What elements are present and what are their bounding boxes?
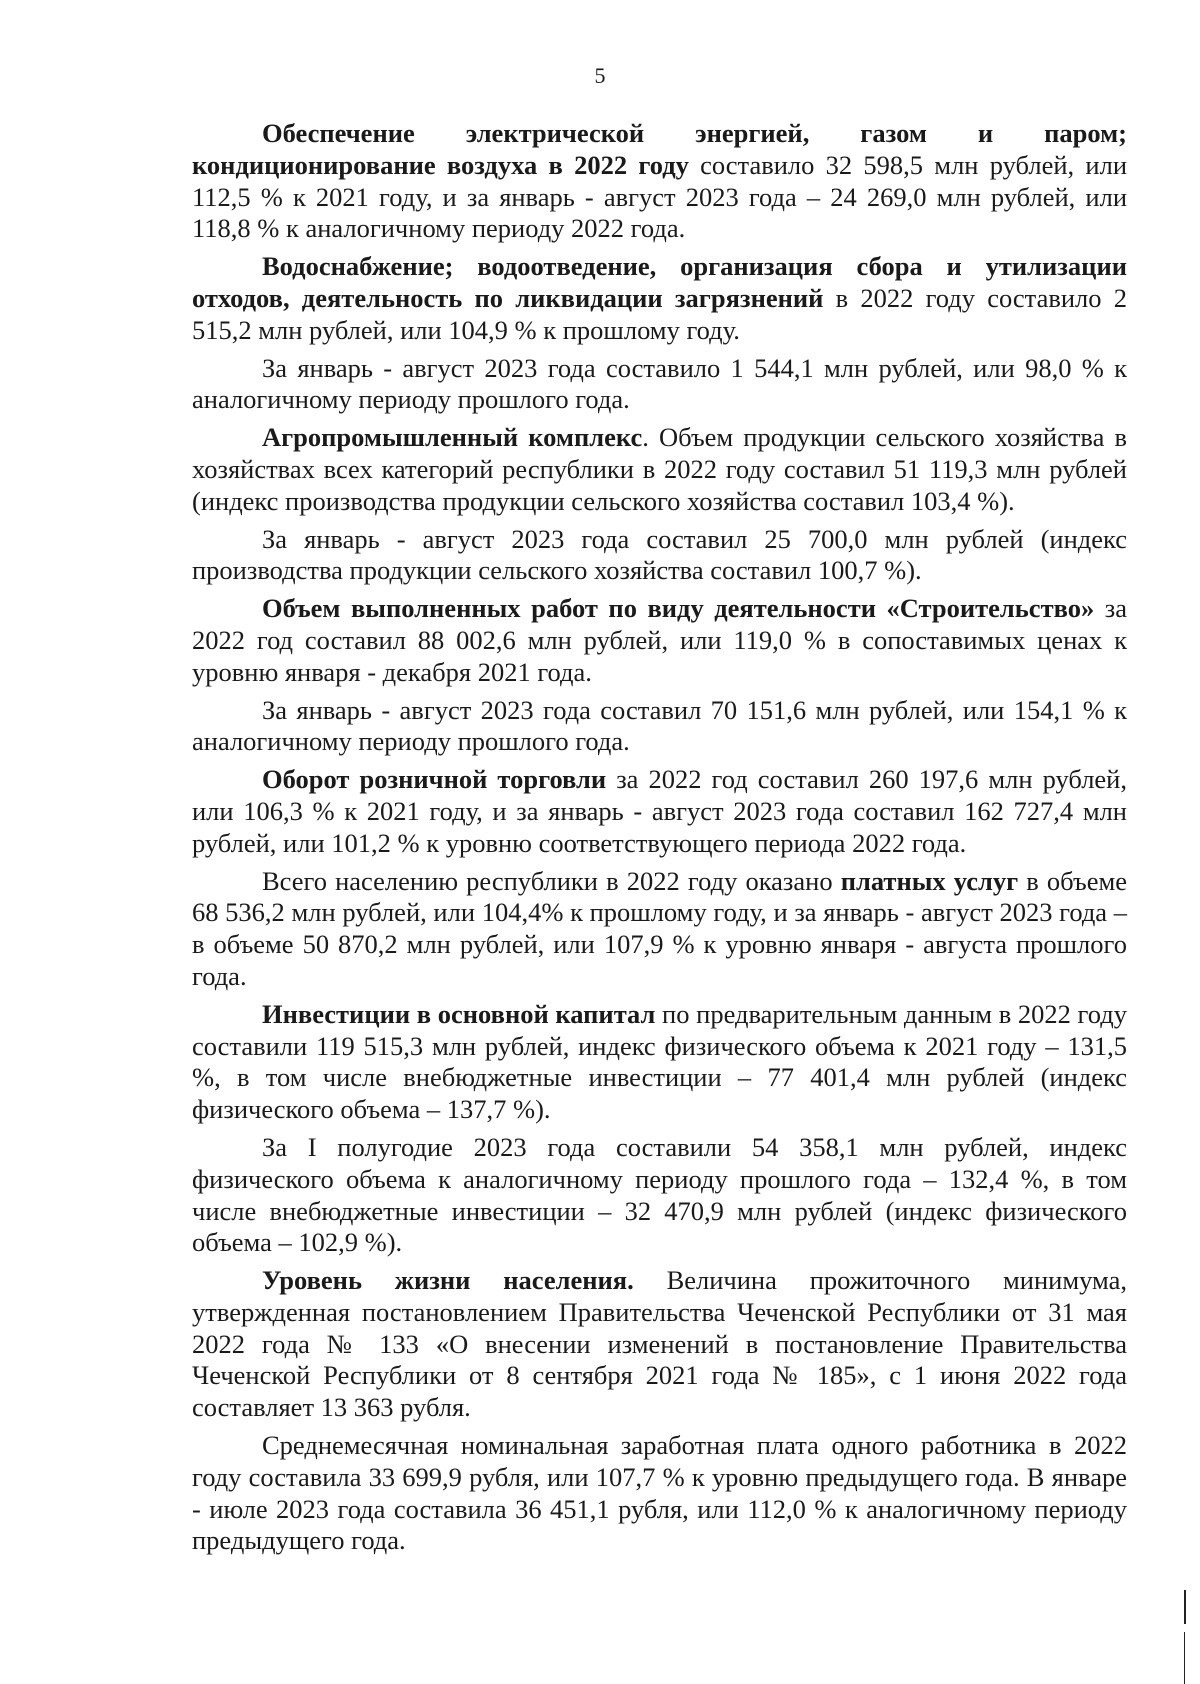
bold-heading-text: Водоснабжение; водоотведение, организация сбора и утилизации отходов, деятельность по ликвидации загрязнений <box>192 251 1127 313</box>
scan-edge-mark <box>1184 1590 1186 1624</box>
body-text: За январь - август 2023 года составил 70 151,6 млн рублей, или 154,1 % к аналогичному периоду прошлого года. <box>192 694 1127 757</box>
paragraph <box>192 764 1127 859</box>
bold-heading-text: Объем выполненных работ по виду деятельности «Строительство» <box>262 593 1095 624</box>
body-text: Всего населению республики в 2022 году оказано <box>262 865 841 896</box>
bold-heading-text: Обеспечение электрической энергией, газом и паром; кондиционирование воздуха в 2022 году <box>192 118 1127 180</box>
paragraph <box>192 999 1127 1126</box>
bold-heading-text: Агропромышленный комплекс <box>262 422 643 453</box>
body-text: составило 32 598,5 млн рублей, или 112,5 % к 2021 году, и за январь - август 2023 года – 24 269,0 млн рублей, или 118,8 % к аналогичному периоду 2022 года. <box>192 149 1127 244</box>
paragraph <box>192 1132 1127 1259</box>
body-text: За январь - август 2023 года составил 25 700,0 млн рублей (индекс производства продукции сельского хозяйства составил 100,7 %). <box>192 523 1127 586</box>
body-text: за 2022 год составил 88 002,6 млн рублей, или 119,0 % в сопоставимых ценах к уровню января - декабря 2021 года. <box>192 593 1128 687</box>
body-text: за 2022 год составил 260 197,6 млн рублей, или 106,3 % к 2021 году, и за январь - август 2023 года составил 162 727,4 млн рублей, или 101,2 % к уровню соответствующего периода 2022 года. <box>192 764 1127 858</box>
bold-heading-text: Оборот розничной торговли <box>262 764 607 795</box>
body-text: Величина прожиточного минимума, утвержденная постановлением Правительства Чеченской Республики от 31 мая 2022 года № 133 «О внесении изменений в постановление Правительства Чеченской Республики от 8 сентября 2021 года № 185», с 1 июня 2022 года составляет 13 363 рубля. <box>192 1265 1127 1423</box>
bold-heading-text: платных услуг <box>840 865 1019 896</box>
paragraph <box>192 422 1127 517</box>
bold-heading-text: Инвестиции в основной капитал <box>262 998 656 1029</box>
paragraph <box>192 118 1127 245</box>
page-number: 5 <box>594 63 606 88</box>
body-text: по предварительным данным в 2022 году составили 119 515,3 млн рублей, индекс физического объема к 2021 году – 131,5 %, в том числе внебюджетные инвестиции – 77 401,4 млн рублей (индекс физического объема – 137,7 %). <box>192 998 1127 1125</box>
paragraph <box>192 866 1127 993</box>
document-body <box>192 118 1127 1557</box>
body-text: в 2022 году составило 2 515,2 млн рублей, или 104,9 % к прошлому году. <box>192 282 1127 345</box>
bold-heading-text: Уровень жизни населения. <box>262 1265 634 1296</box>
paragraph <box>192 1265 1127 1424</box>
body-text: . Объем продукции сельского хозяйства в хозяйствах всех категорий республики в 2022 году составил 51 119,3 млн рублей (индекс производства продукции сельского хозяйства составил 103,4 %). <box>192 422 1127 516</box>
paragraph <box>192 695 1127 759</box>
paragraph <box>192 251 1127 346</box>
body-text: в объеме 68 536,2 млн рублей, или 104,4% к прошлому году, и за январь - август 2023 года – в объеме 50 870,2 млн рублей, или 107,9 % к уровню января - августа прошлого года. <box>192 865 1127 991</box>
body-text: За I полугодие 2023 года составили 54 358,1 млн рублей, индекс физического объема к аналогичному периоду прошлого года – 132,4 %, в том числе внебюджетные инвестиции – 32 470,9 млн рублей (индекс физического объема – 102,9 %). <box>192 1131 1127 1258</box>
paragraph <box>192 353 1127 417</box>
paragraph <box>192 1430 1127 1557</box>
paragraph <box>192 524 1127 588</box>
scan-edge-mark <box>1184 1632 1185 1684</box>
paragraph <box>192 593 1127 688</box>
body-text: Среднемесячная номинальная заработная плата одного работника в 2022 году составила 33 699,9 рубля, или 107,7 % к уровню предыдущего года. В январе - июле 2023 года составила 36 451,1 рубля, или 112,0 % к аналогичному периоду предыдущего года. <box>192 1430 1127 1556</box>
body-text: За январь - август 2023 года составило 1 544,1 млн рублей, или 98,0 % к аналогичному периоду прошлого года. <box>192 352 1127 415</box>
